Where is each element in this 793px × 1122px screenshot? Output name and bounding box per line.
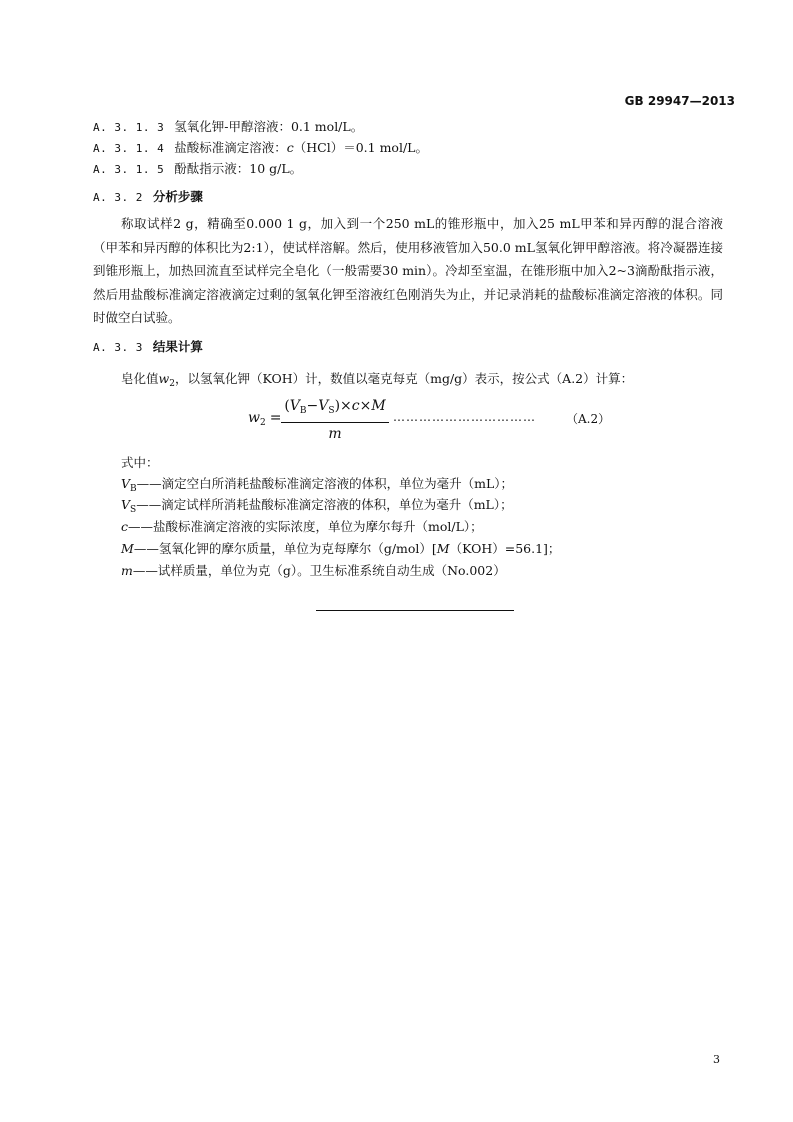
where-item-m-mass: m——试样质量，单位为克（g）。卫生标准系统自动生成（No.002） (121, 563, 506, 578)
standard-number-header: GB 29947—2013 (624, 94, 735, 108)
section-title: 分析步骤 (152, 189, 203, 204)
formula-leader-dots: …………………………… (393, 410, 536, 424)
section-a3-2-heading (93, 188, 203, 207)
analysis-steps-paragraph: 称取试样2 g，精确至0.000 1 g，加入到一个250 mL的锥形瓶中，加入25 mL甲苯和异丙醇的混合溶液（甲苯和异丙醇的体积比为2:1），使试样溶解。然后，使用移液管加入50.0 mL氢氧化钾甲醇溶液。将冷凝器连接到锥形瓶上，加热回流直至试样完全皂化（一般需要30 min）。冷却至室温，在锥形瓶中加入2~3滴酚酞指示液，然后用盐酸标准滴定溶液滴定过剩的氢氧化钾至溶液红色刚消失为止，并记录消耗的盐酸标准滴定溶液的体积。同时做空白试验。 (93, 216, 723, 325)
item-number: A. 3. 1. 3 (93, 121, 165, 134)
calculation-intro: 皂化值$w_2$，以氢氧化钾（KOH）计，数值以毫克每克（mg/g）表示，按公式（A.2）计算： (121, 371, 634, 389)
item-text: （HCl）＝0.1 mol/L。 (293, 140, 428, 155)
section-number: A. 3. 3 (93, 341, 143, 354)
where-label: 式中： (121, 455, 159, 470)
formula-reference: （A.2） (566, 412, 611, 426)
where-item-c: c——盐酸标准滴定溶液的实际浓度，单位为摩尔每升（mol/L）； (121, 519, 483, 534)
where-item-m-molar: M——氢氧化钾的摩尔质量，单位为克每摩尔（g/mol）[M（KOH）=56.1]； (121, 541, 561, 556)
formula-numerator: $(V_B-V_S)\times c\times M$ (284, 398, 386, 416)
end-rule (316, 610, 514, 611)
fraction-bar (281, 422, 389, 423)
where-item-vs: $V_S——$滴定试样所消耗盐酸标准滴定溶液的体积，单位为毫升（mL）； (121, 497, 513, 515)
page-number: 3 (713, 1053, 720, 1066)
item-a3-1-5 (93, 160, 302, 179)
item-a3-1-4 (93, 139, 428, 158)
item-number: A. 3. 1. 5 (93, 163, 165, 176)
formula-lhs: $w_2$ = (248, 410, 282, 428)
section-number: A. 3. 2 (93, 191, 143, 204)
formula-denominator: m (328, 426, 342, 442)
section-a3-3-heading (93, 338, 203, 357)
item-text: 酚酞指示液：10 g/L。 (174, 161, 303, 176)
item-number: A. 3. 1. 4 (93, 142, 165, 155)
item-variable: c (286, 140, 294, 155)
item-a3-1-3 (93, 118, 363, 137)
where-item-vb: $V_B——$滴定空白所消耗盐酸标准滴定溶液的体积，单位为毫升（mL）； (121, 476, 514, 494)
section-title: 结果计算 (152, 339, 203, 354)
formula-fraction (281, 397, 389, 443)
item-text: 盐酸标准滴定溶液： (174, 140, 287, 155)
formula-a2 (248, 394, 668, 444)
item-text: 氢氧化钾-甲醇溶液：0.1 mol/L。 (174, 119, 364, 134)
